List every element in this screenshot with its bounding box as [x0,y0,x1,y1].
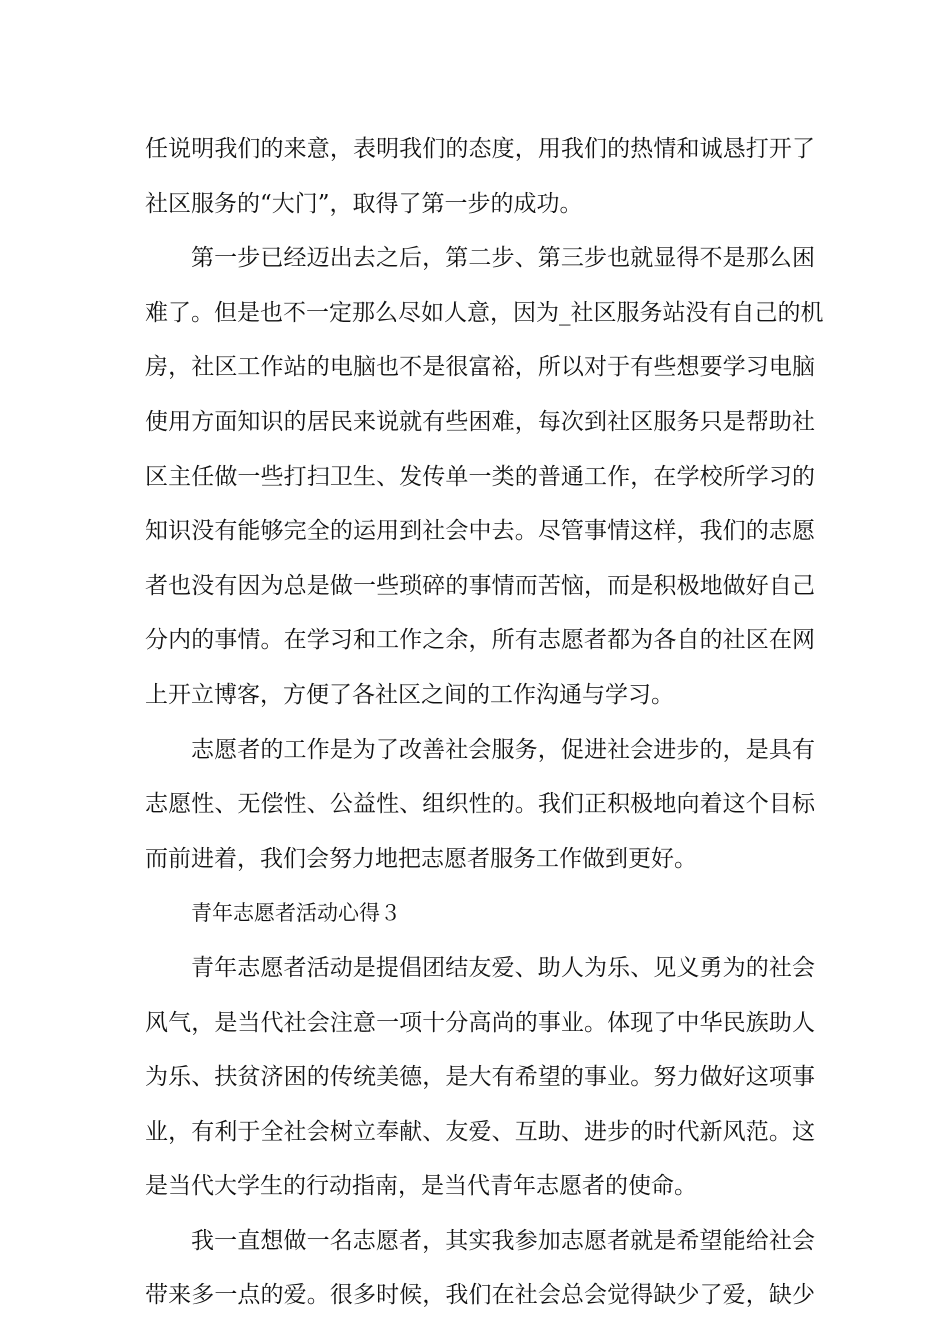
paragraph-line: 社区服务的“大门”，取得了第一步的成功。 [145,190,583,217]
paragraph-line: 志愿者的工作是为了改善社会服务，促进社会进步的，是具有 [191,736,815,763]
paragraph-line: 而前进着，我们会努力地把志愿者服务工作做到更好。 [145,845,697,872]
paragraph [145,723,815,887]
paragraph-line: 是当代大学生的行动指南，是当代青年志愿者的使命。 [145,1173,697,1200]
paragraph-line: 青年志愿者活动是提倡团结友爱、助人为乐、见义勇为的社会 [191,954,815,981]
paragraph-line: 任说明我们的来意，表明我们的态度，用我们的热情和诚恳打开了 [145,136,815,162]
paragraph-line: 上开立博客，方便了各社区之间的工作沟通与学习。 [145,681,674,708]
paragraph-line: 难了。但是也不一定那么尽如人意，因为_社区服务站没有自己的机 [145,299,824,326]
paragraph-line: 志愿性、无偿性、公益性、组织性的。我们正积极地向着这个目标 [145,791,815,818]
paragraph-line: 业，有利于全社会树立奉献、友爱、互助、进步的时代新风范。这 [145,1118,815,1145]
paragraph-line: 区主任做一些打扫卫生、发传单一类的普通工作，在学校所学习的 [145,463,815,490]
paragraph-line: 房，社区工作站的电脑也不是很富裕，所以对于有些想要学习电脑 [145,354,815,381]
section-heading [145,886,815,941]
paragraph-line: 风气，是当代社会注意一项十分高尚的事业。体现了中华民族助人 [145,1009,815,1036]
paragraph-line: 知识没有能够完全的运用到社会中去。尽管事情这样，我们的志愿 [145,518,815,545]
paragraph [145,122,815,231]
paragraph-line: 者也没有因为总是做一些琐碎的事情而苦恼，而是积极地做好自己 [145,572,815,599]
paragraph [145,231,824,722]
paragraph-line: 为乐、扶贫济困的传统美德，是大有希望的事业。努力做好这项事 [145,1064,815,1091]
paragraph-line: 分内的事情。在学习和工作之余，所有志愿者都为各自的社区在网 [145,627,815,654]
paragraph [145,1214,815,1323]
section-heading-text: 青年志愿者活动心得３ [191,901,401,926]
paragraph-line: 我一直想做一名志愿者，其实我参加志愿者就是希望能给社会 [191,1227,815,1254]
paragraph-line: 第一步已经迈出去之后，第二步、第三步也就显得不是那么困 [191,245,815,272]
paragraph-line: 带来多一点的爱。很多时候，我们在社会总会觉得缺少了爱，缺少 [145,1282,815,1309]
paragraph-line: 使用方面知识的居民来说就有些困难，每次到社区服务只是帮助社 [145,408,815,435]
document-body [145,122,824,1323]
paragraph [145,941,815,1214]
